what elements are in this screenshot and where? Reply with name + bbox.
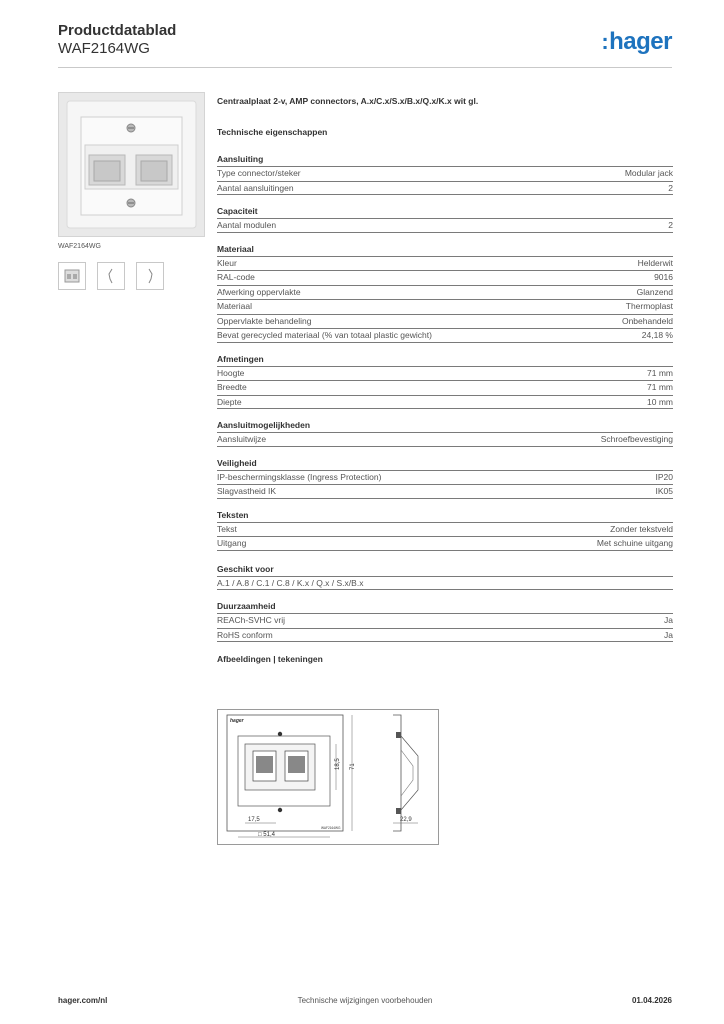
spec-value: Ja [664, 629, 673, 640]
spec-label: Diepte [217, 396, 242, 407]
plate-brand: hager [230, 718, 244, 724]
spec-row [217, 380, 673, 395]
thumbnail-product[interactable] [58, 262, 86, 290]
spec-label: Afwerking oppervlakte [217, 286, 301, 297]
spec-value: 2 [668, 182, 673, 193]
spec-value: Met schuine uitgang [596, 538, 673, 548]
dim-height: 71 [350, 763, 356, 770]
dim-height-inner: 18,5 [335, 758, 341, 770]
section-materiaal [217, 243, 673, 343]
spec-row [217, 299, 673, 314]
spec-row [217, 256, 673, 271]
spec-label: RoHS conform [217, 629, 273, 640]
image-caption: WAF2164WG [58, 243, 101, 250]
spec-content [217, 96, 673, 668]
spec-value: Schroefbevestiging [600, 434, 673, 444]
spec-label: Aantal modulen [217, 220, 277, 230]
product-code: WAF2164WG [58, 40, 150, 57]
drawings-title: Afbeeldingen | tekeningen [217, 654, 323, 664]
spec-label: Type connector/steker [217, 168, 301, 178]
technical-drawing [217, 709, 439, 845]
section-title: Veiligheid [217, 457, 257, 468]
spec-row [217, 536, 673, 551]
section-afmetingen [217, 353, 673, 410]
section-title: Teksten [217, 509, 249, 520]
spec-row [217, 395, 673, 410]
spec-value: IK05 [655, 486, 673, 496]
spec-row [217, 628, 673, 643]
spec-value: Ja [664, 615, 673, 625]
side-view-icon [145, 268, 155, 284]
spec-label: Aantal aansluitingen [217, 182, 294, 193]
section-aansluitmogelijkheden [217, 419, 673, 447]
product-photo [59, 93, 204, 236]
spec-value: Onbehandeld [621, 315, 673, 326]
section-title: Aansluiting [217, 154, 264, 164]
spec-row [217, 432, 673, 447]
spec-row [217, 613, 673, 628]
spec-value: Thermoplast [625, 301, 673, 311]
spec-row [217, 576, 673, 591]
spec-row [217, 470, 673, 485]
section-title: Afmetingen [217, 353, 264, 364]
footer-disclaimer: Technische wijzigingen voorbehouden [297, 996, 433, 1005]
spec-row [217, 166, 673, 181]
spec-row [217, 270, 673, 285]
spec-value: 2 [668, 220, 673, 230]
section-veiligheid [217, 457, 673, 499]
spec-value: Zonder tekstveld [610, 523, 673, 534]
spec-row [217, 366, 673, 381]
spec-label: Breedte [217, 382, 247, 392]
spec-label: Materiaal [217, 301, 252, 311]
spec-row [217, 181, 673, 196]
section-title: Geschikt voor [217, 563, 274, 574]
spec-label: Aansluitwijze [217, 434, 267, 444]
section-teksten [217, 509, 673, 551]
dim-depth: 22,9 [400, 817, 412, 823]
side-view-icon [106, 268, 116, 284]
plate-code: WAF2164WG [321, 826, 341, 830]
spec-label: REACh-SVHC vrij [217, 615, 286, 625]
spec-row [217, 285, 673, 300]
spec-value: 9016 [654, 272, 673, 282]
spec-label: A.1 / A.8 / C.1 / C.8 / K.x / Q.x / S.x/B.x [217, 577, 364, 588]
spec-value: Modular jack [624, 168, 673, 178]
spec-value: 24,18 % [641, 330, 673, 340]
section-duurzaamheid [217, 600, 673, 642]
spec-value: 71 mm [647, 382, 673, 392]
spec-value: 10 mm [647, 396, 673, 407]
spec-label: RAL-code [217, 272, 255, 282]
thumbnail-strip [58, 262, 164, 290]
spec-row [217, 328, 673, 343]
spec-row [217, 314, 673, 329]
spec-label: Slagvastheid IK [217, 486, 277, 496]
product-photo-icon [64, 269, 80, 283]
logo-text: hager [609, 28, 672, 55]
section-aansluiting [217, 153, 673, 195]
spec-value: Helderwit [637, 257, 673, 268]
product-image [58, 92, 205, 237]
spec-value: Glanzend [636, 286, 673, 297]
dim-width: □ 51,4 [258, 832, 275, 838]
hager-logo: :hager [601, 28, 672, 55]
spec-label: Oppervlakte behandeling [217, 315, 312, 326]
dim-width-inner: 17,5 [248, 817, 260, 823]
tech-properties-title: Technische eigenschappen [217, 127, 328, 137]
spec-label: Tekst [217, 523, 237, 534]
page-header [58, 22, 672, 68]
section-capaciteit [217, 205, 673, 233]
spec-label: Bevat gerecycled materiaal (% van totaal plastic gewicht) [217, 330, 432, 340]
spec-label: IP-beschermingsklasse (Ingress Protection) [217, 471, 382, 482]
spec-row [217, 218, 673, 233]
section-title: Materiaal [217, 243, 254, 254]
section-title: Duurzaamheid [217, 601, 276, 611]
section-title: Aansluitmogelijkheden [217, 420, 311, 430]
spec-label: Hoogte [217, 367, 245, 378]
section-title: Capaciteit [217, 206, 258, 216]
spec-label: Kleur [217, 257, 237, 268]
thumbnail-side-2[interactable] [136, 262, 164, 290]
document-title: Productdatablad [58, 22, 177, 39]
section-geschikt-voor [217, 563, 673, 591]
page-footer [58, 996, 672, 1010]
dimension-drawing [218, 710, 438, 844]
spec-value: 71 mm [647, 367, 673, 378]
thumbnail-side-1[interactable] [97, 262, 125, 290]
spec-row [217, 522, 673, 537]
spec-row [217, 484, 673, 499]
footer-date: 01.04.2026 [631, 996, 672, 1005]
spec-label: Uitgang [217, 538, 247, 548]
footer-website-link[interactable]: hager.com/nl [58, 996, 108, 1005]
product-description: Centraalplaat 2-v, AMP connectors, A.x/C.x/S.x/B.x/Q.x/K.x wit gl. [217, 96, 479, 106]
spec-value: IP20 [655, 471, 673, 482]
